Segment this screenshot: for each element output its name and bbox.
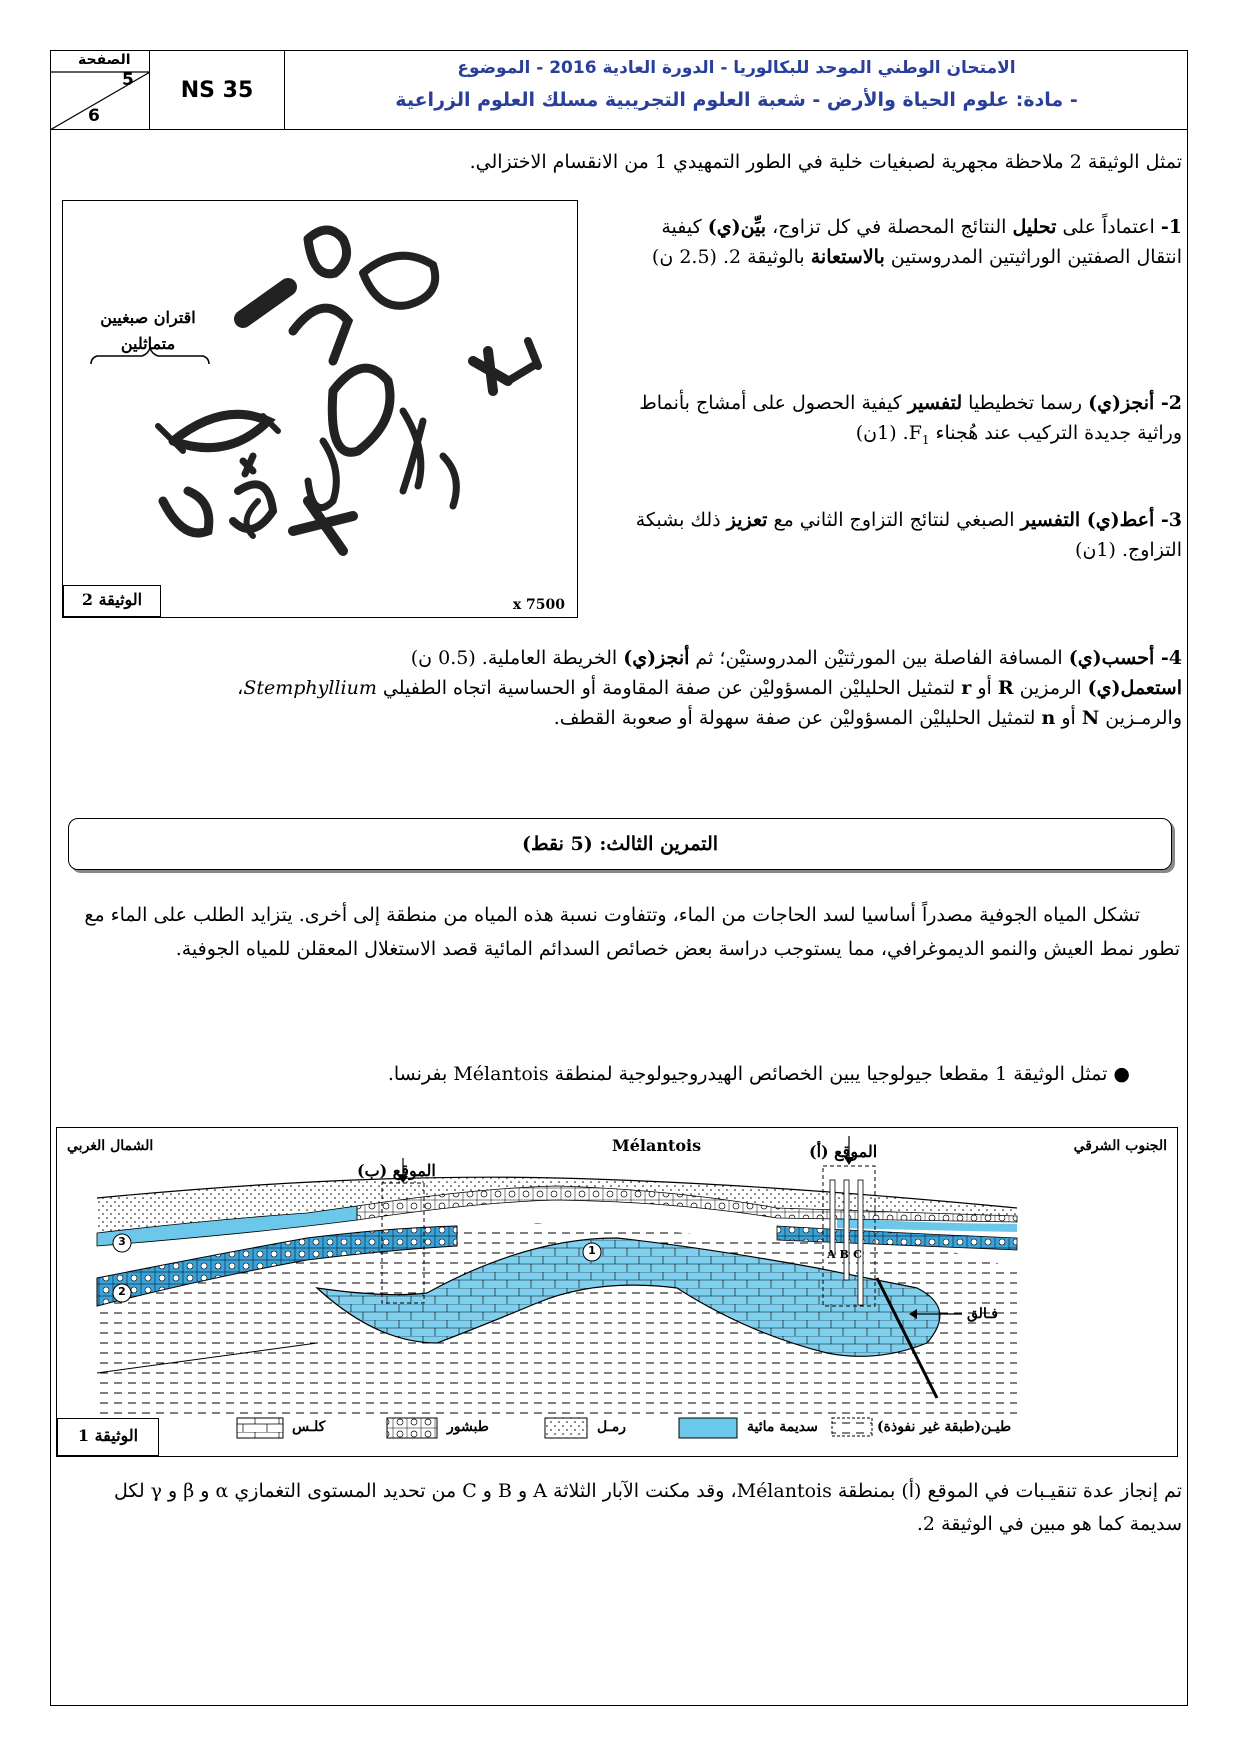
bullet-text: تمثل الوثيقة 1 مقطعا جيولوجيا يبين الخصائص الهيدروجيولوجية لمنطقة Mélantois بفرنسا. [387, 1063, 1108, 1085]
q2-number: 2- [1160, 392, 1182, 414]
page-label: الصفحة [78, 52, 131, 68]
q4-keyword-calc: أحسب(ي) [1068, 647, 1161, 669]
symbols-instruction [60, 673, 1182, 703]
q3-keyword-give: أعط(ي) التفسير [1020, 509, 1161, 531]
use-text-c: لتمثيل الحليليْن المسؤوليْن عن صفة المقاومة أو الحساسية اتجاه الطفيلي [376, 677, 962, 699]
use-text-d: ، [237, 677, 244, 699]
well-labels [827, 1248, 866, 1261]
legend-swatch-sand [545, 1418, 587, 1438]
exercise-3-title: التمرين الثالث: (5 نقط) [68, 818, 1172, 870]
chromosomes-image [63, 201, 577, 617]
exam-title-line2: - مادة: علوم الحياة والأرض - شعبة العلوم التجريبية مسلك العلوم الزراعية [395, 89, 1078, 111]
question-1 [615, 212, 1182, 272]
document-1-bullet [250, 1059, 1130, 1089]
bullet-dot: ● [1107, 1063, 1130, 1085]
exam-code: NS 35 [150, 50, 285, 130]
homolog-annotation-line2: متماثلين [120, 334, 176, 353]
use-text-g: لتمثيل الحليليْن المسؤوليْن عن صفة سهولة أو صعوبة القطف. [553, 707, 1042, 729]
legend-chalk: طبشور [447, 1419, 489, 1435]
q3-text-b: ذلك بشبكة التزاوج. (1ن) [635, 509, 1182, 561]
q4-number: 4- [1160, 647, 1182, 669]
legend-clay: طيـن(طبقة غير نفوذة) [877, 1419, 1012, 1435]
well-a-label: A [827, 1248, 840, 1261]
use-text-e: والرمـزين [1099, 707, 1182, 729]
well-c [858, 1180, 863, 1305]
question-3 [615, 505, 1182, 565]
symbols-instruction-2 [60, 703, 1182, 733]
document-2-label: الوثيقة 2 [63, 585, 161, 617]
layer-3-number: 3 [118, 1235, 126, 1248]
legend-limestone: كلـس [292, 1419, 326, 1435]
document-1-label: الوثيقة 1 [57, 1418, 159, 1456]
layer-1-number: 1 [588, 1244, 596, 1257]
q1-text-b: النتائج المحصلة في كل تزاوج، [772, 216, 1013, 238]
groundwater-intro: تشكل المياه الجوفية مصدراً أساسيا لسد الحاجات من الماء، وتتفاوت نسبة هذه المياه من منطقة إلى أخرى. يتزايد الطلب على الماء مع تطور نمط العيش والنمو الديموغرافي، مما يستوجب دراسة بعض خصائص السدائم المائية قصد الاستغلال المعقلن للمياه الجوفية. [84, 904, 1180, 960]
q1-number: 1- [1160, 216, 1182, 238]
site-a-label: الموقع (أ) [809, 1142, 878, 1161]
page-total: 6 [88, 106, 100, 126]
legend-aquifer: سديمة مائية [747, 1419, 818, 1435]
use-text-a: الرمزين [1013, 677, 1088, 699]
q2-text-b: كيفية الحصول على أمشاج بأنماط وراثية جديدة التركيب عند هُجناء F [639, 392, 1182, 444]
use-text-f: أو [1055, 707, 1082, 729]
page-current: 5 [122, 70, 134, 90]
q1-text-a: اعتماداً على [1056, 216, 1161, 238]
q1-keyword-use: بالاستعانة [810, 246, 885, 268]
intro-text: تمثل الوثيقة 2 ملاحظة مجهرية لصبغيات خلية في الطور التمهيدي 1 من الانقسام الاختزالي. [469, 151, 1182, 173]
q4-text-b: الخريطة العاملية. (0.5 ن) [410, 647, 624, 669]
page-number-box [50, 50, 150, 130]
southeast-label: الجنوب الشرقي [1073, 1138, 1167, 1154]
q2-text-c: . (1ن) [855, 422, 909, 444]
region-label: Mélantois [612, 1136, 702, 1155]
q4-keyword-draw: أنجز(ي) [623, 647, 690, 669]
question-2 [615, 388, 1182, 455]
drilling-text: تم إنجاز عدة تنقيـبات في الموقع (أ) بمنطقة Mélantois، وقد مكنت الآبار الثلاثة A و B و C من تحديد المستوى التغمازي α و β و γ لكل سديمة كما هو مبين في الوثيقة 2. [113, 1480, 1182, 1535]
well-b [844, 1180, 849, 1280]
well-b-label: B [839, 1248, 854, 1261]
q2-text-a: رسما تخطيطيا [962, 392, 1089, 414]
exam-header [50, 50, 1188, 130]
site-b-label: الموقع (ب) [357, 1161, 436, 1180]
document-1-geologic-section [56, 1127, 1178, 1457]
q3-number: 3- [1160, 509, 1182, 531]
allele-R: R [997, 677, 1014, 699]
q2-subscript: 1 [921, 432, 930, 447]
homolog-annotation [63, 305, 233, 357]
exam-title-line1: الامتحان الوطني الموحد للبكالوريا - الدورة العادية 2016 - الموضوع [457, 58, 1016, 78]
geologic-cross-section [57, 1128, 1177, 1456]
question-4 [60, 643, 1182, 673]
q1-keyword-analyse: تحليل [1012, 216, 1057, 238]
legend-swatch-aquifer [679, 1418, 737, 1438]
legend-swatch-chalk [387, 1418, 437, 1438]
use-text-b: أو [971, 677, 998, 699]
q1-text-d: بالوثيقة 2. (2.5 ن) [651, 246, 811, 268]
q2-keyword-draw: أنجز(ي) [1088, 392, 1161, 414]
q3-text-a: الصبغي لنتائج التزاوج الثاني مع [767, 509, 1021, 531]
allele-N: N [1081, 707, 1100, 729]
use-keyword: استعمل(ي) [1087, 677, 1182, 699]
legend-sand: رمـل [597, 1419, 626, 1435]
magnification: x 7500 [512, 597, 565, 613]
allele-r: r [961, 677, 972, 699]
q2-keyword-explain: لتفسير [907, 392, 963, 414]
legend-swatch-clay [832, 1418, 872, 1436]
northwest-label: الشمال الغربي [67, 1138, 154, 1154]
parasite-name: Stemphyllium [243, 677, 377, 699]
well-c-label: C [853, 1248, 866, 1261]
document-2-micrograph [62, 200, 578, 618]
fault-label: فـالق [967, 1306, 999, 1322]
q1-text-c: كيفية انتقال الصفتين الوراثيتين المدروستين [661, 216, 1182, 268]
allele-n: n [1041, 707, 1056, 729]
q1-keyword-show: بيِّن(ي) [707, 216, 767, 238]
legend-swatch-limestone [237, 1418, 283, 1438]
layer-2-number: 2 [118, 1285, 126, 1298]
exam-title [285, 54, 1188, 118]
well-a [830, 1180, 835, 1255]
homolog-annotation-line1: اقتران صبغيين [100, 308, 196, 327]
q4-text-a: المسافة الفاصلة بين المورثتيْن المدروستيْن؛ ثم [689, 647, 1069, 669]
q3-keyword-support: تعزيز [726, 509, 768, 531]
